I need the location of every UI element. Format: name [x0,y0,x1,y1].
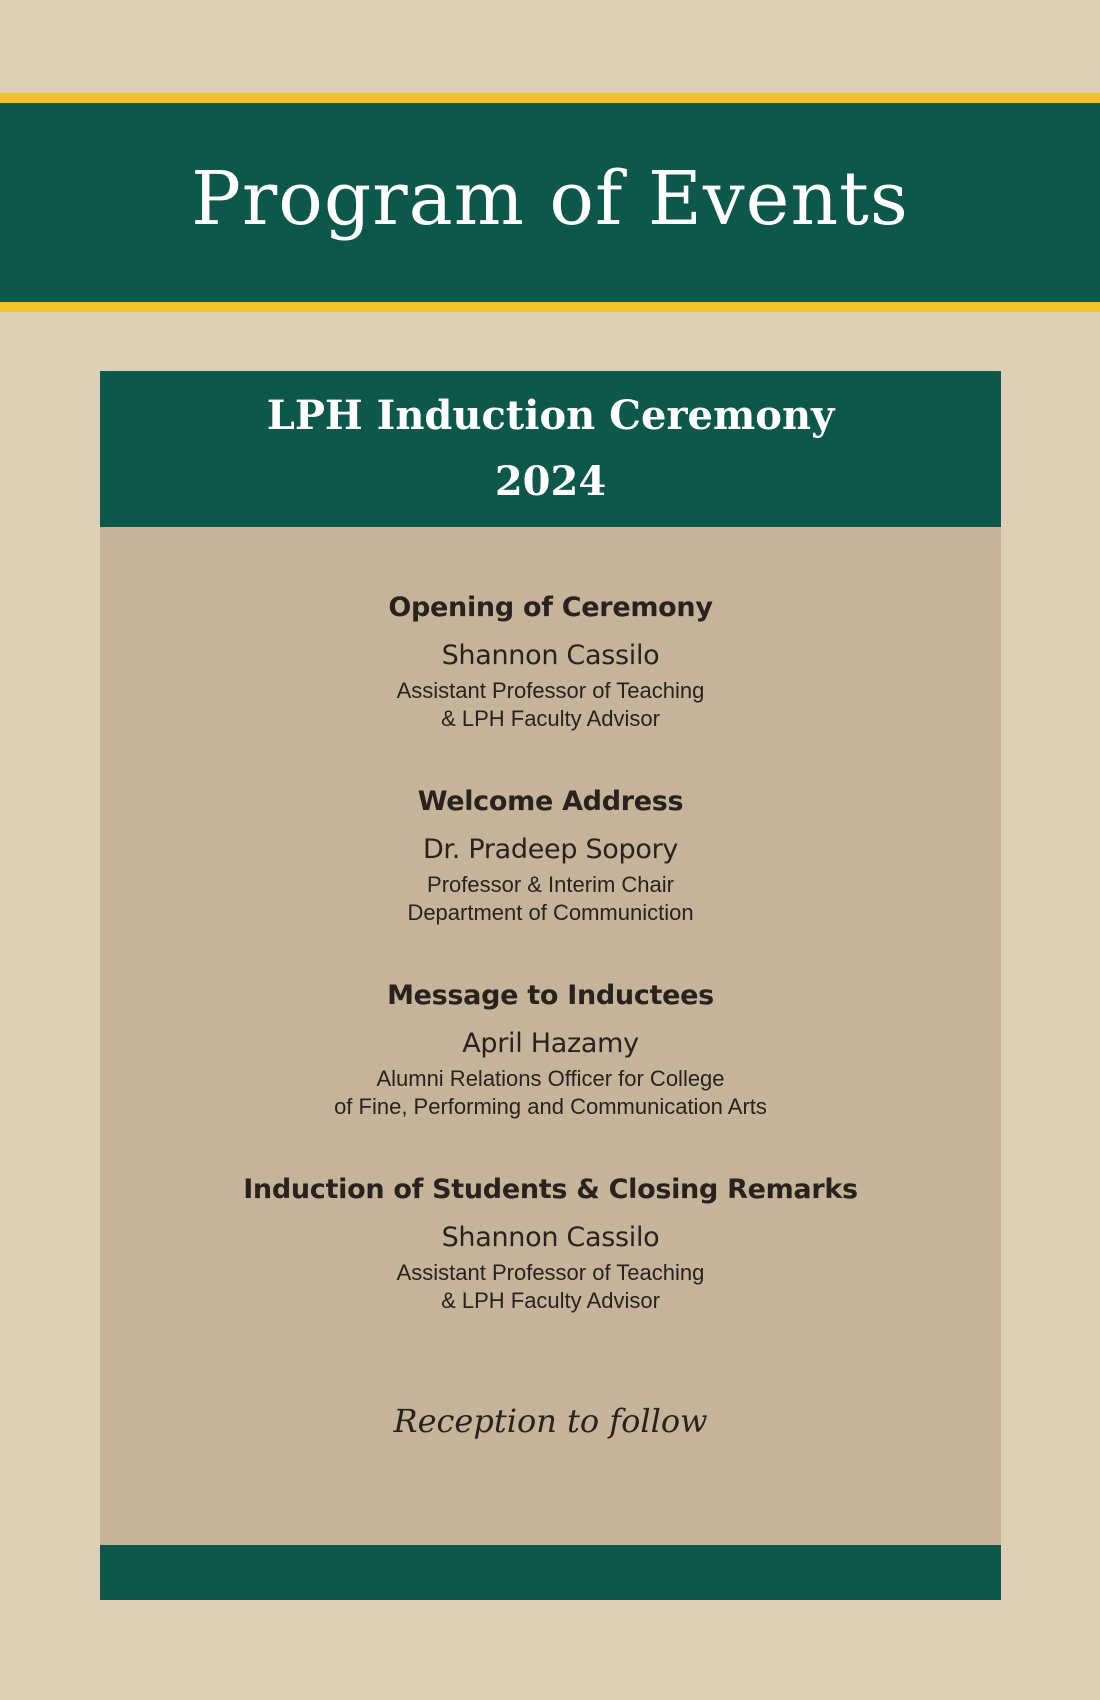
speaker-name: April Hazamy [462,1028,639,1059]
speaker-role: Assistant Professor of Teaching [396,678,705,703]
speaker-role: & LPH Faculty Advisor [441,1288,660,1313]
program-item [100,1173,1001,1315]
speaker-role: Assistant Professor of Teaching [396,1260,705,1285]
event-title: Message to Inductees [387,980,714,1011]
program-list [100,591,1001,1367]
reception-note: Reception to follow [393,1402,708,1440]
program-item [100,979,1001,1121]
program-item [100,591,1001,733]
footer-bar [100,1545,1001,1600]
event-title: Induction of Students & Closing Remarks [243,1174,858,1205]
event-title: Opening of Ceremony [388,592,713,623]
speaker-role: of Fine, Performing and Communication Arts [334,1094,767,1119]
page-title: Program of Events [191,155,909,242]
speaker-name: Dr. Pradeep Sopory [422,834,679,865]
title-banner [0,93,1100,312]
program-panel [100,371,1001,1600]
speaker-role: Professor & Interim Chair [427,872,674,897]
speaker-role: Alumni Relations Officer for College [376,1066,725,1091]
speaker-name: Shannon Cassilo [441,1222,660,1253]
ceremony-title: LPH Induction Ceremony [266,392,835,439]
speaker-name: Shannon Cassilo [441,640,660,671]
ceremony-header [100,371,1001,527]
ceremony-year: 2024 [494,458,607,505]
speaker-role: & LPH Faculty Advisor [441,706,660,731]
speaker-role: Department of Communiction [407,900,694,925]
event-title: Welcome Address [417,786,684,817]
program-item [100,785,1001,927]
